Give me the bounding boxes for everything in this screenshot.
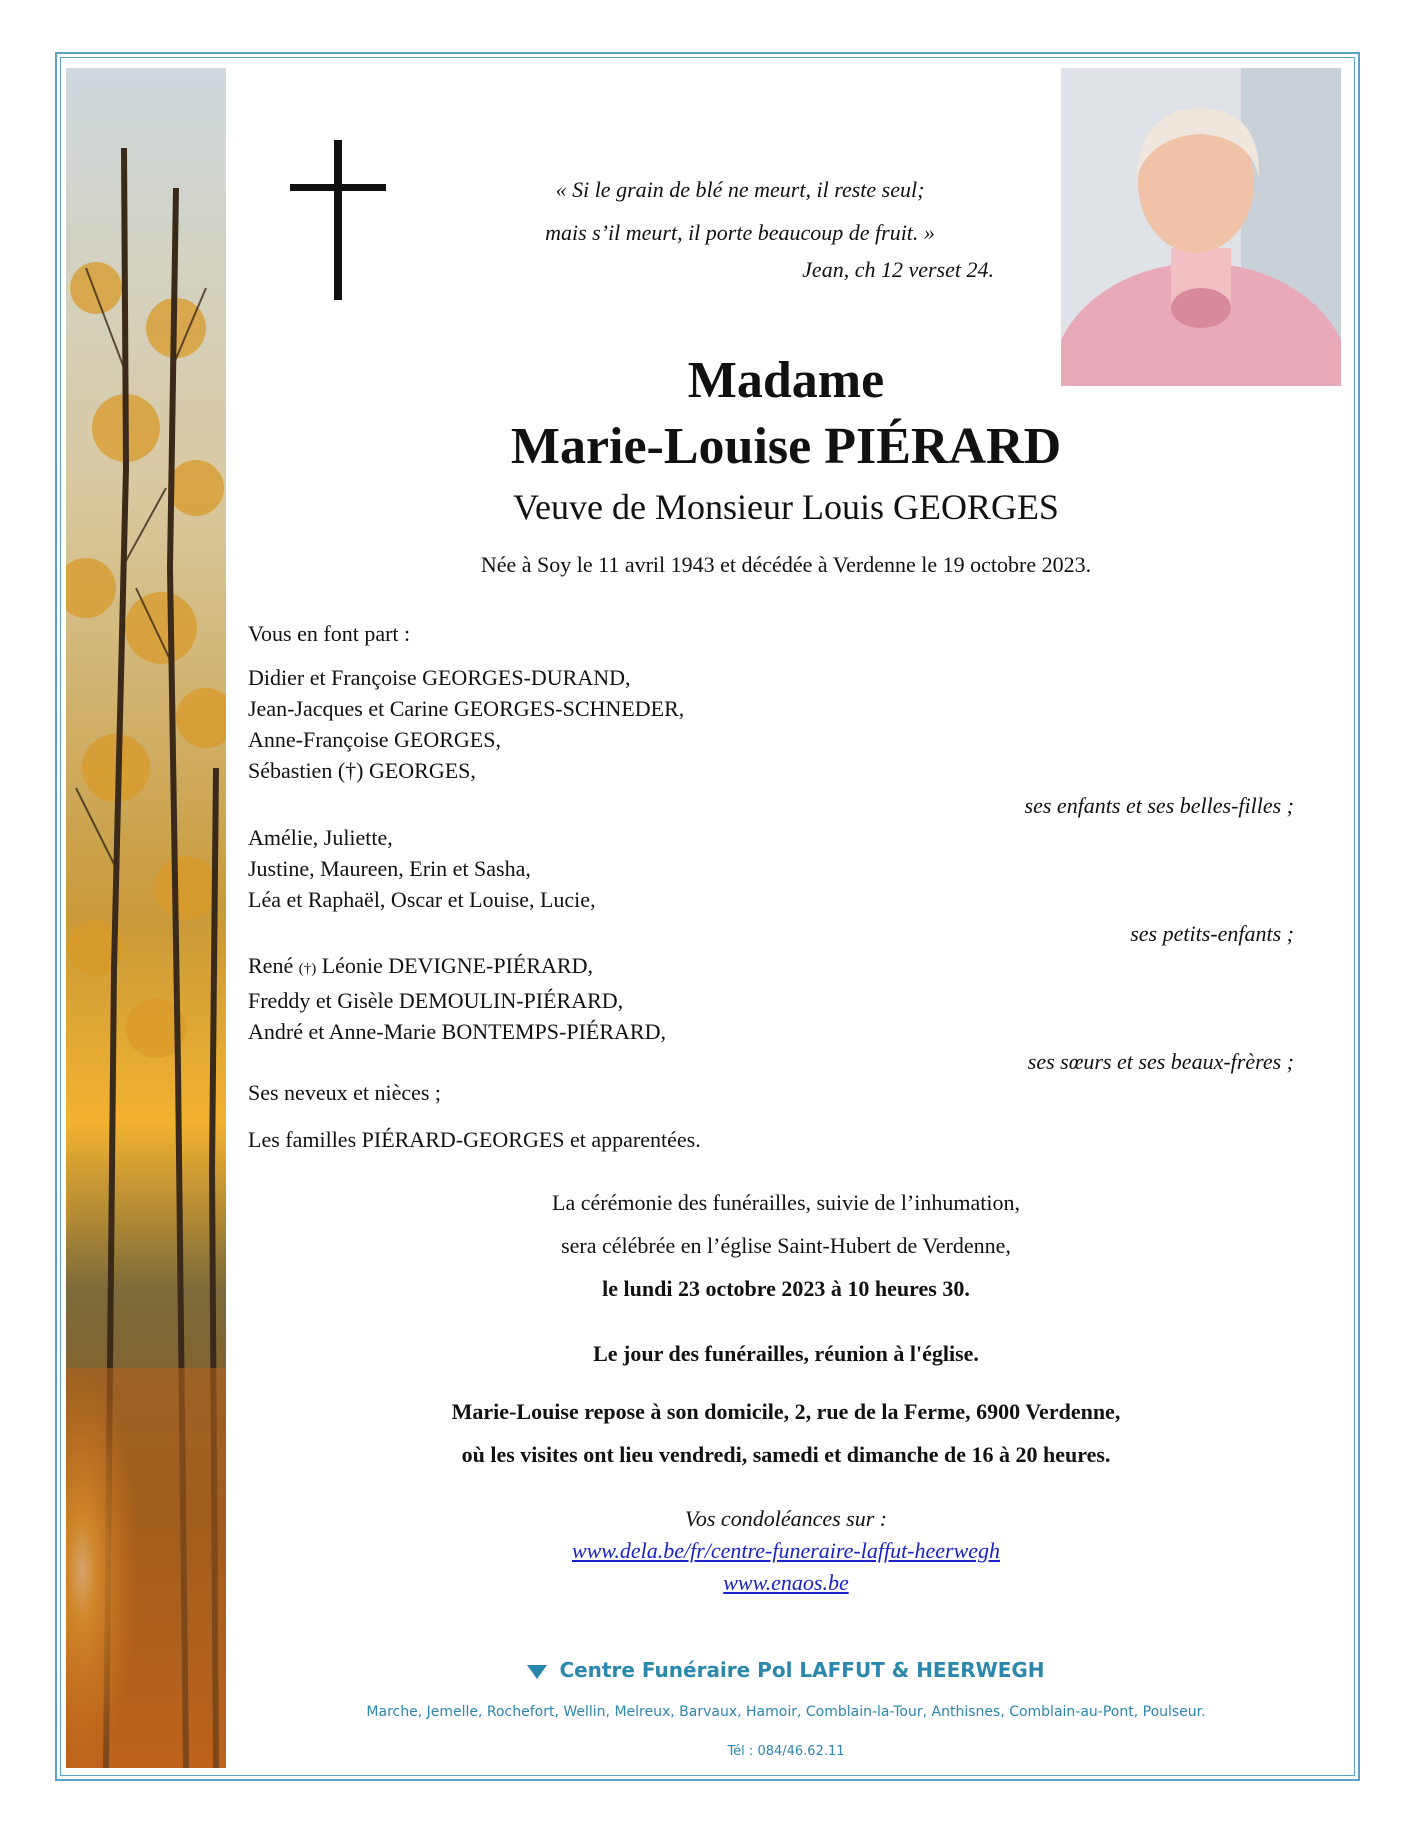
funeral-home-phone: Tél : 084/46.62.11	[727, 1744, 845, 1759]
condolences-link-enaos[interactable]: www.enaos.be	[723, 1570, 849, 1595]
funeral-home-towns: Marche, Jemelle, Rochefort, Wellin, Melreux, Barvaux, Hamoir, Comblain-la-Tour, Anthisnes, Comblain-au-Pont, Poulseur.	[366, 1704, 1206, 1720]
grandchildren-list	[248, 822, 596, 915]
verse-line-2: mais s’il meurt, il porte beaucoup de fruit. »	[545, 220, 935, 245]
families-line: Les familles PIÉRARD-GEORGES et apparentées.	[248, 1127, 701, 1152]
nephews-line: Ses neveux et nièces ;	[248, 1080, 442, 1105]
rest-line-1: Marie-Louise repose à son domicile, 2, rue de la Ferme, 6900 Verdenne,	[451, 1399, 1121, 1424]
list-item: René (†) Léonie DEVIGNE-PIÉRARD,	[248, 953, 593, 978]
ceremony-line-2: sera célébrée en l’église Saint-Hubert de Verdenne,	[561, 1233, 1011, 1258]
ceremony-details	[226, 1181, 1346, 1310]
autumn-forest-image	[66, 68, 226, 1768]
list-item: Sébastien (†) GEORGES,	[248, 758, 476, 783]
list-item: André et Anne-Marie BONTEMPS-PIÉRARD,	[248, 1019, 666, 1044]
list-item: Amélie, Juliette,	[248, 825, 393, 850]
grandchildren-relation: ses petits-enfants ;	[1130, 921, 1294, 946]
cross-icon	[290, 140, 386, 300]
ceremony-datetime: le lundi 23 octobre 2023 à 10 heures 30.	[602, 1276, 970, 1301]
deceased-name: Marie-Louise PIÉRARD	[510, 418, 1062, 475]
list-item: Didier et Françoise GEORGES-DURAND,	[248, 665, 631, 690]
bible-verse	[460, 168, 1020, 286]
siblings-list	[248, 950, 666, 1047]
list-item: Anne-Françoise GEORGES,	[248, 727, 501, 752]
widow-of: Veuve de Monsieur Louis GEORGES	[513, 487, 1059, 527]
deceased-title: Madame	[687, 352, 885, 409]
triangle-down-icon	[527, 1665, 547, 1679]
children-list	[248, 662, 684, 786]
verse-reference: Jean, ch 12 verset 24.	[802, 257, 994, 282]
rest-line-2: où les visites ont lieu vendredi, samedi et dimanche de 16 à 20 heures.	[461, 1442, 1111, 1467]
portrait-photo	[1061, 68, 1341, 386]
list-item: Justine, Maureen, Erin et Sasha,	[248, 856, 531, 881]
condolences-block	[226, 1503, 1346, 1599]
list-item: Jean-Jacques et Carine GEORGES-SCHNEDER,	[248, 696, 685, 721]
birth-death-dates: Née à Soy le 11 avril 1943 et décédée à Verdenne le 19 octobre 2023.	[480, 552, 1092, 577]
siblings-relation: ses sœurs et ses beaux-frères ;	[1027, 1049, 1294, 1074]
meeting-note: Le jour des funérailles, réunion à l'église.	[593, 1341, 979, 1366]
list-item: Freddy et Gisèle DEMOULIN-PIÉRARD,	[248, 988, 624, 1013]
ceremony-line-1: La cérémonie des funérailles, suivie de l’inhumation,	[552, 1190, 1020, 1215]
list-item: Léa et Raphaël, Oscar et Louise, Lucie,	[248, 887, 596, 912]
announcement-intro: Vous en font part :	[248, 621, 411, 646]
condolences-label: Vos condoléances sur :	[684, 1506, 888, 1531]
condolences-link-dela[interactable]: www.dela.be/fr/centre-funeraire-laffut-heerwegh	[571, 1538, 1001, 1563]
children-relation: ses enfants et ses belles-filles ;	[1024, 793, 1294, 818]
funeral-home-name: Centre Funéraire Pol LAFFUT & HEERWEGH	[226, 1655, 1346, 1685]
verse-line-1: « Si le grain de blé ne meurt, il reste seul;	[555, 177, 925, 202]
rest-location	[226, 1390, 1346, 1476]
